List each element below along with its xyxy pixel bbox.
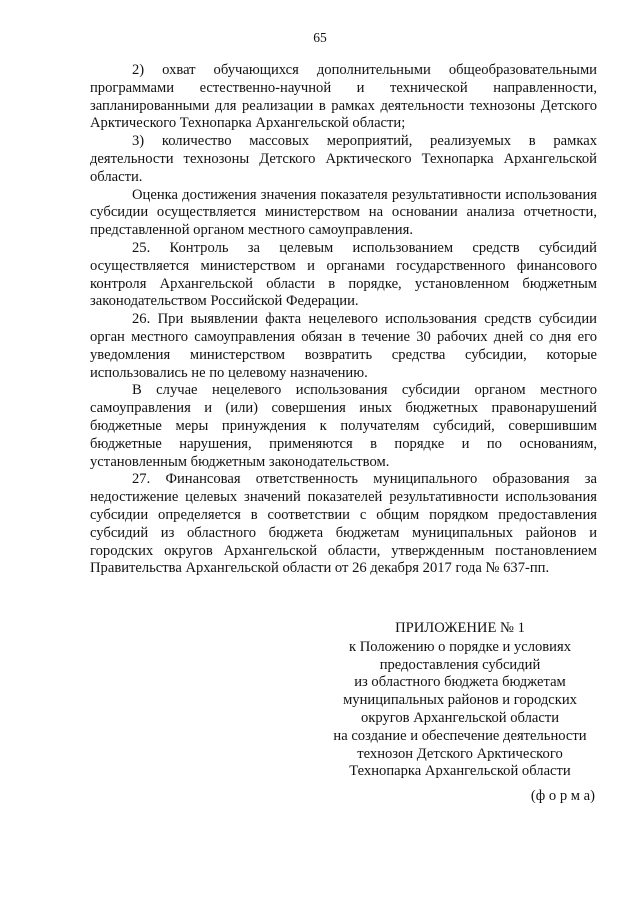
paragraph-indicator-2: 2) охват обучающихся дополнительными общеобразовательными программами естественно-научной и технической направленности, запланированными для реализации в рамках деятельности технозоны Детского Арктического Технопарка Архангельской области; bbox=[90, 62, 597, 132]
page-number: 65 bbox=[313, 30, 327, 45]
appendix-line: предоставления субсидий bbox=[379, 656, 541, 673]
paragraph-27: 27. Финансовая ответственность муниципального образования за недостижение целевых значений показателей результативности использования субсидии определяется в соответствии с общим порядком предоставления субсидий из областного бюджета бюджетам муниципальных районов и городских округов Архангельской области, утвержденным постановлением Правительства Архангельской области от 26 декабря 2017 года № 637-пп. bbox=[90, 471, 597, 577]
paragraph-assessment: Оценка достижения значения показателя результативности использования субсидии осуществляется министерством на основании анализа отчетности, представленной органом местного самоуправления. bbox=[90, 186, 597, 239]
appendix-line: муниципальных районов и городских bbox=[343, 692, 577, 709]
appendix-line: из областного бюджета бюджетам bbox=[354, 674, 566, 691]
appendix-line: к Положению о порядке и условиях bbox=[349, 638, 571, 655]
appendix-line: Технопарка Архангельской области bbox=[349, 763, 571, 780]
appendix-line: на создание и обеспечение деятельности bbox=[333, 727, 587, 744]
paragraph-25: 25. Контроль за целевым использованием средств субсидий осуществляется министерством и органами государственного финансового контроля Архангельской области в порядке, установленном бюджетным законодательством Российской Федерации. bbox=[90, 239, 597, 310]
paragraph-26: 26. При выявлении факта нецелевого использования средств субсидии орган местного самоуправления обязан в течение 30 рабочих дней со дня его уведомления министерством возвратить средства субсидии, которые использовались не по целевому назначению. bbox=[90, 311, 597, 381]
appendix-title: ПРИЛОЖЕНИЕ № 1 bbox=[395, 620, 525, 636]
paragraph-indicator-3: 3) количество массовых мероприятий, реализуемых в рамках деятельности технозоны Детского Арктического Технопарка Архангельской области. bbox=[90, 133, 597, 185]
appendix-header bbox=[320, 620, 600, 781]
body-text bbox=[90, 62, 597, 578]
appendix-line: округов Архангельской области bbox=[360, 709, 560, 726]
appendix-line: технозон Детского Арктического bbox=[357, 745, 563, 762]
form-note: (ф о р м а) bbox=[530, 788, 595, 804]
paragraph-misuse: В случае нецелевого использования субсидии органом местного самоуправления и (или) совершения иных бюджетных правонарушений бюджетные меры принуждения к получателям субсидий, совершившим бюджетные нарушения, применяются в порядке и по основаниям, установленным бюджетным законодательством. bbox=[90, 382, 597, 470]
